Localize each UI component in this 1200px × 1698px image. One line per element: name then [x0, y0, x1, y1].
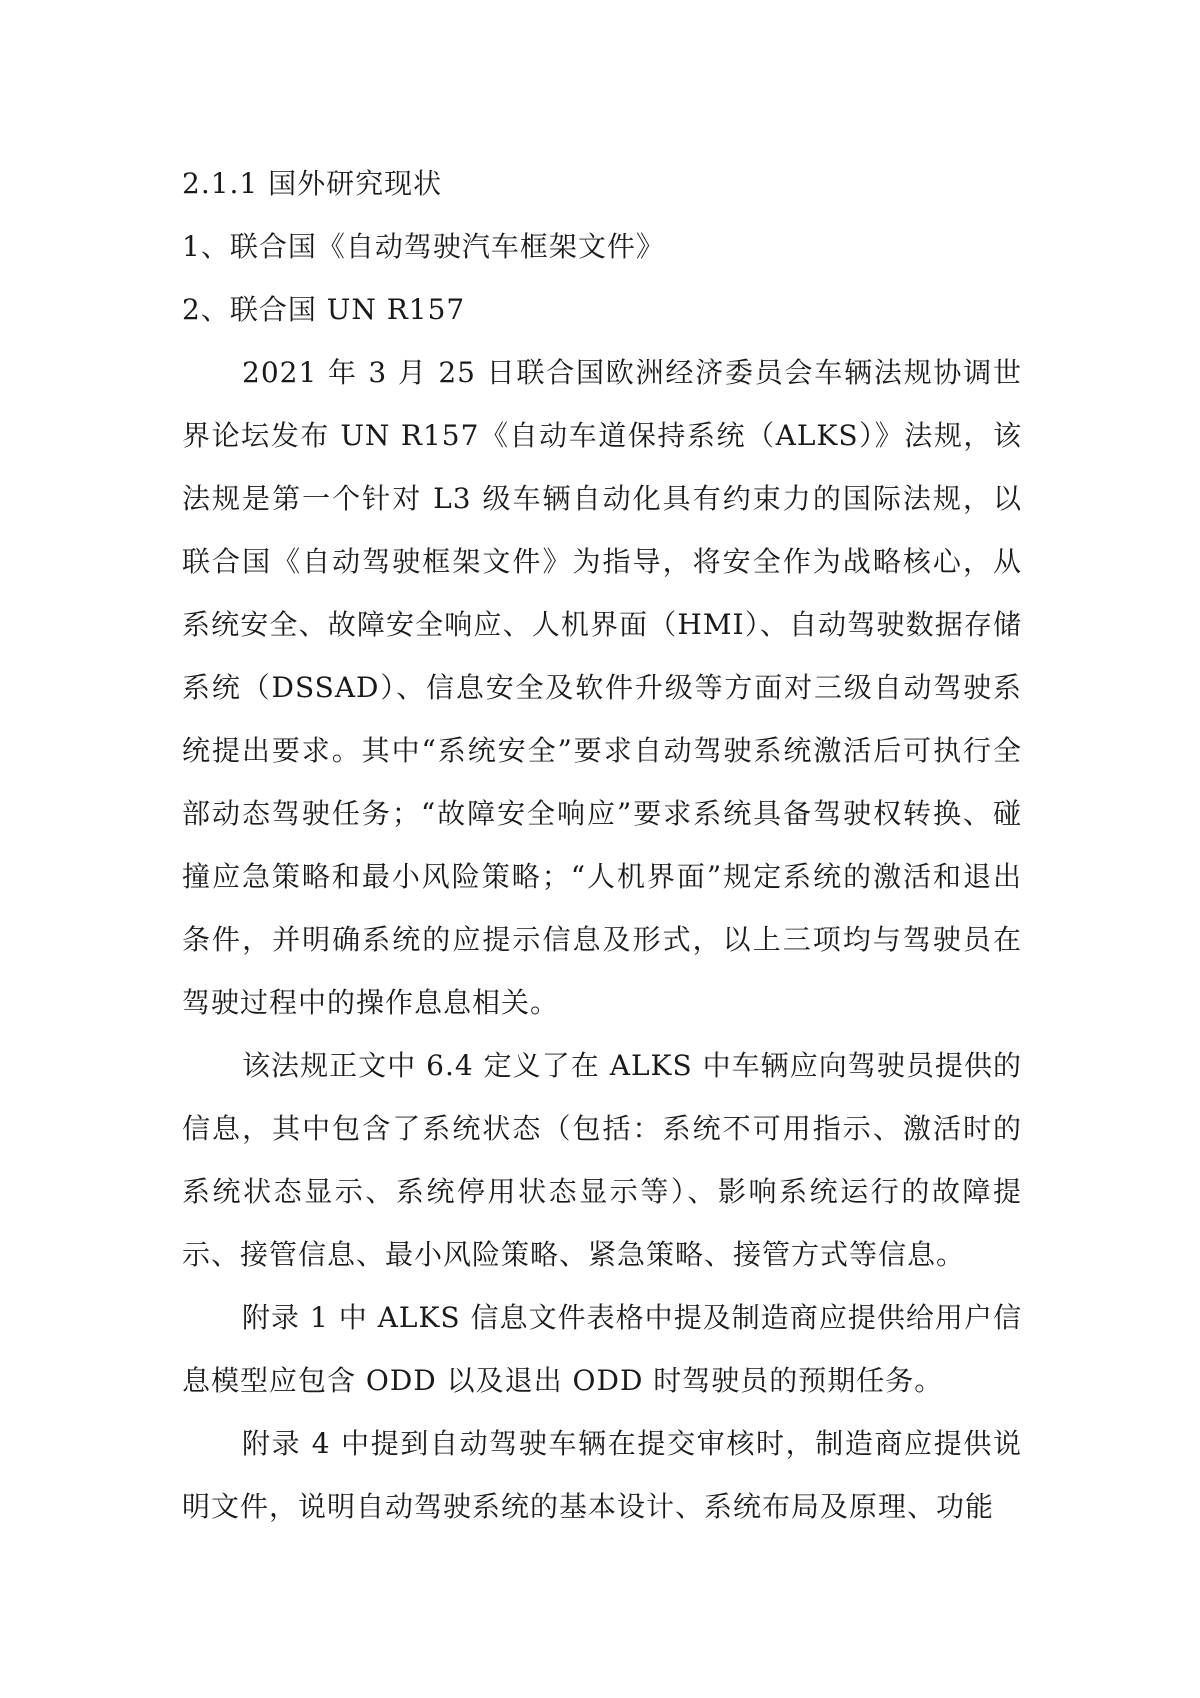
paragraph-annex-4: 附录 4 中提到自动驾驶车辆在提交审核时，制造商应提供说明文件，说明自动驾驶系统的基本设计、系统布局及原理、功能: [182, 1427, 1022, 1523]
list-item-heading-1: 1、联合国《自动驾驶汽车框架文件》: [182, 230, 665, 263]
document-body: [182, 152, 1022, 1538]
paragraph-annex-1: 附录 1 中 ALKS 信息文件表格中提及制造商应提供给用户信息模型应包含 ODD 以及退出 ODD 时驾驶员的预期任务。: [182, 1301, 1022, 1397]
paragraph-r157-intro: 2021 年 3 月 25 日联合国欧洲经济委员会车辆法规协调世界论坛发布 UN R157《自动车道保持系统（ALKS）》法规，该法规是第一个针对 L3 级车辆自动化具有约束力的国际法规，以联合国《自动驾驶框架文件》为指导，将安全作为战略核心，从系统安全、故障安全响应、人机界面（HMI）、自动驾驶数据存储系统（DSSAD）、信息安全及软件升级等方面对三级自动驾驶系统提出要求。其中“系统安全”要求自动驾驶系统激活后可执行全部动态驾驶任务；“故障安全响应”要求系统具备驾驶权转换、碰撞应急策略和最小风险策略；“人机界面”规定系统的激活和退出条件，并明确系统的应提示信息及形式，以上三项均与驾驶员在驾驶过程中的操作息息相关。: [182, 356, 1022, 1019]
list-item-heading-2: 2、联合国 UN R157: [182, 293, 466, 326]
section-heading: 2.1.1 国外研究现状: [182, 167, 443, 200]
paragraph-section-6-4: 该法规正文中 6.4 定义了在 ALKS 中车辆应向驾驶员提供的信息，其中包含了系统状态（包括：系统不可用指示、激活时的系统状态显示、系统停用状态显示等）、影响系统运行的故障提示、接管信息、最小风险策略、紧急策略、接管方式等信息。: [182, 1049, 1022, 1271]
